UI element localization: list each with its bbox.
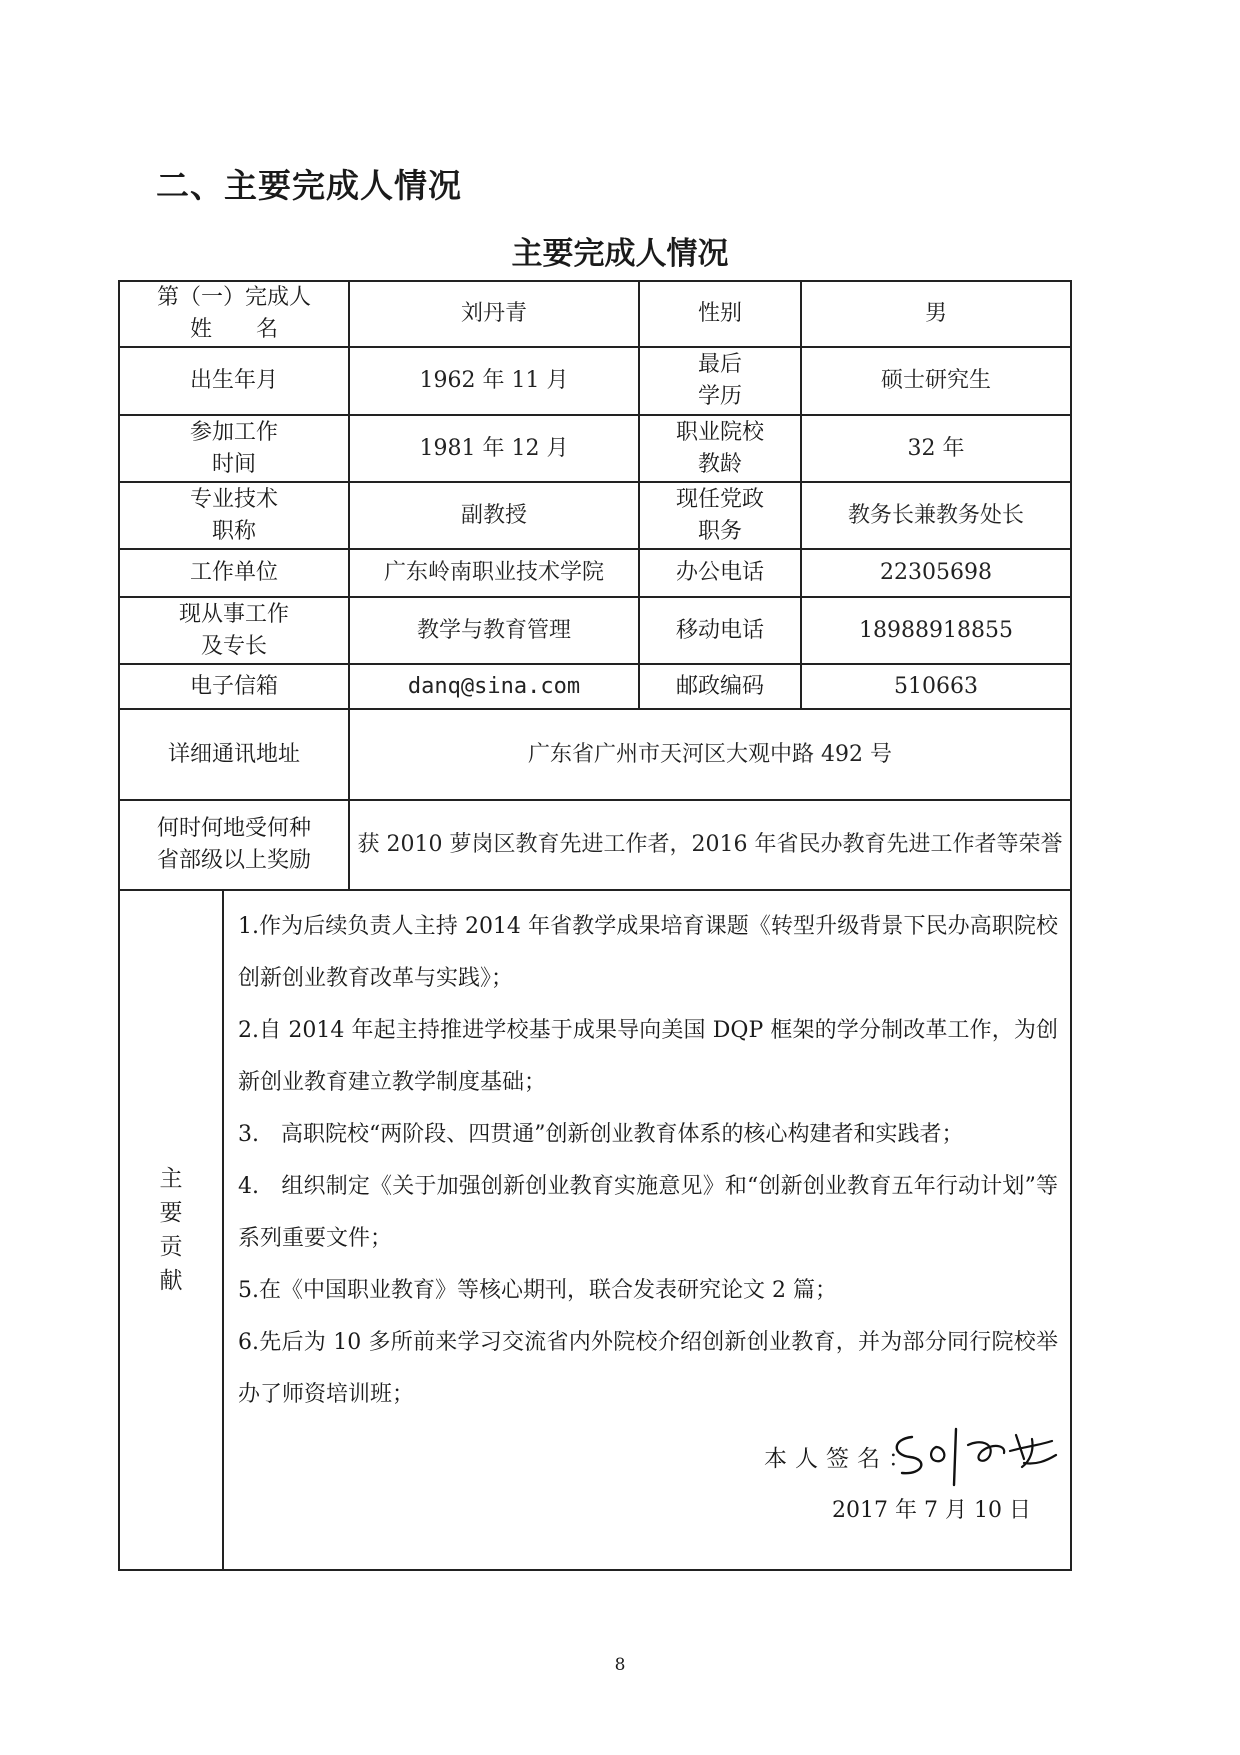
contributions-label: 主 要 贡 献 — [119, 890, 223, 1570]
contribution-item: 3. 高职院校“两阶段、四贯通”创新创业教育体系的核心构建者和实践者； — [238, 1122, 964, 1147]
work-start-label: 参加工作 时间 — [119, 415, 349, 482]
page-number: 8 — [614, 1655, 626, 1675]
contribution-item: 6.先后为 10 多所前来学习交流省内外院校介绍创新创业教育，并为部分同行院校举办了师资培训班； — [238, 1330, 1059, 1407]
name-value: 刘丹青 — [349, 281, 639, 347]
education-value: 硕士研究生 — [801, 347, 1071, 415]
address-value: 广东省广州市天河区大观中路 492 号 — [349, 709, 1071, 800]
email-value: danq@sina.com — [349, 664, 639, 709]
teach-years-value: 32 年 — [801, 415, 1071, 482]
postcode-label: 邮政编码 — [639, 664, 801, 709]
signature-label: 本人签名： — [764, 1446, 919, 1472]
employer-value: 广东岭南职业技术学院 — [349, 549, 639, 597]
mobile-label: 移动电话 — [639, 597, 801, 664]
handwritten-signature — [884, 1421, 1074, 1491]
name-label: 第（一）完成人 姓 名 — [119, 281, 349, 347]
awards-value: 获 2010 萝岗区教育先进工作者，2016 年省民办教育先进工作者等荣誉 — [349, 800, 1071, 890]
contributions-cell — [223, 890, 1071, 1570]
teach-years-label: 职业院校 教龄 — [639, 415, 801, 482]
office-phone-value: 22305698 — [801, 549, 1071, 597]
post-label: 现任党政 职务 — [639, 482, 801, 549]
birth-value: 1962 年 11 月 — [349, 347, 639, 415]
employer-label: 工作单位 — [119, 549, 349, 597]
field-label: 现从事工作 及专长 — [119, 597, 349, 664]
signature-date: 2017 年 7 月 10 日 — [832, 1498, 1031, 1523]
gender-value: 男 — [801, 281, 1071, 347]
office-phone-label: 办公电话 — [639, 549, 801, 597]
email-label: 电子信箱 — [119, 664, 349, 709]
mobile-value: 18988918855 — [801, 597, 1071, 664]
table-title: 主要完成人情况 — [511, 236, 729, 272]
education-label: 最后 学历 — [639, 347, 801, 415]
field-value: 教学与教育管理 — [349, 597, 639, 664]
title-label: 专业技术 职称 — [119, 482, 349, 549]
contribution-item: 5.在《中国职业教育》等核心期刊，联合发表研究论文 2 篇； — [238, 1278, 837, 1303]
section-heading: 二、主要完成人情况 — [156, 166, 462, 205]
work-start-value: 1981 年 12 月 — [349, 415, 639, 482]
contribution-item: 1.作为后续负责人主持 2014 年省教学成果培育课题《转型升级背景下民办高职院校创新创业教育改革与实践》； — [238, 914, 1059, 991]
birth-label: 出生年月 — [119, 347, 349, 415]
awards-label: 何时何地受何种 省部级以上奖励 — [119, 800, 349, 890]
gender-label: 性别 — [639, 281, 801, 347]
address-label: 详细通讯地址 — [119, 709, 349, 800]
postcode-value: 510663 — [801, 664, 1071, 709]
completer-info-table — [118, 280, 1072, 1571]
contribution-item: 4. 组织制定《关于加强创新创业教育实施意见》和“创新创业教育五年行动计划”等系列重要文件； — [238, 1174, 1059, 1251]
title-value: 副教授 — [349, 482, 639, 549]
contribution-item: 2.自 2014 年起主持推进学校基于成果导向美国 DQP 框架的学分制改革工作，为创新创业教育建立教学制度基础； — [238, 1018, 1059, 1095]
post-value: 教务长兼教务处长 — [801, 482, 1071, 549]
